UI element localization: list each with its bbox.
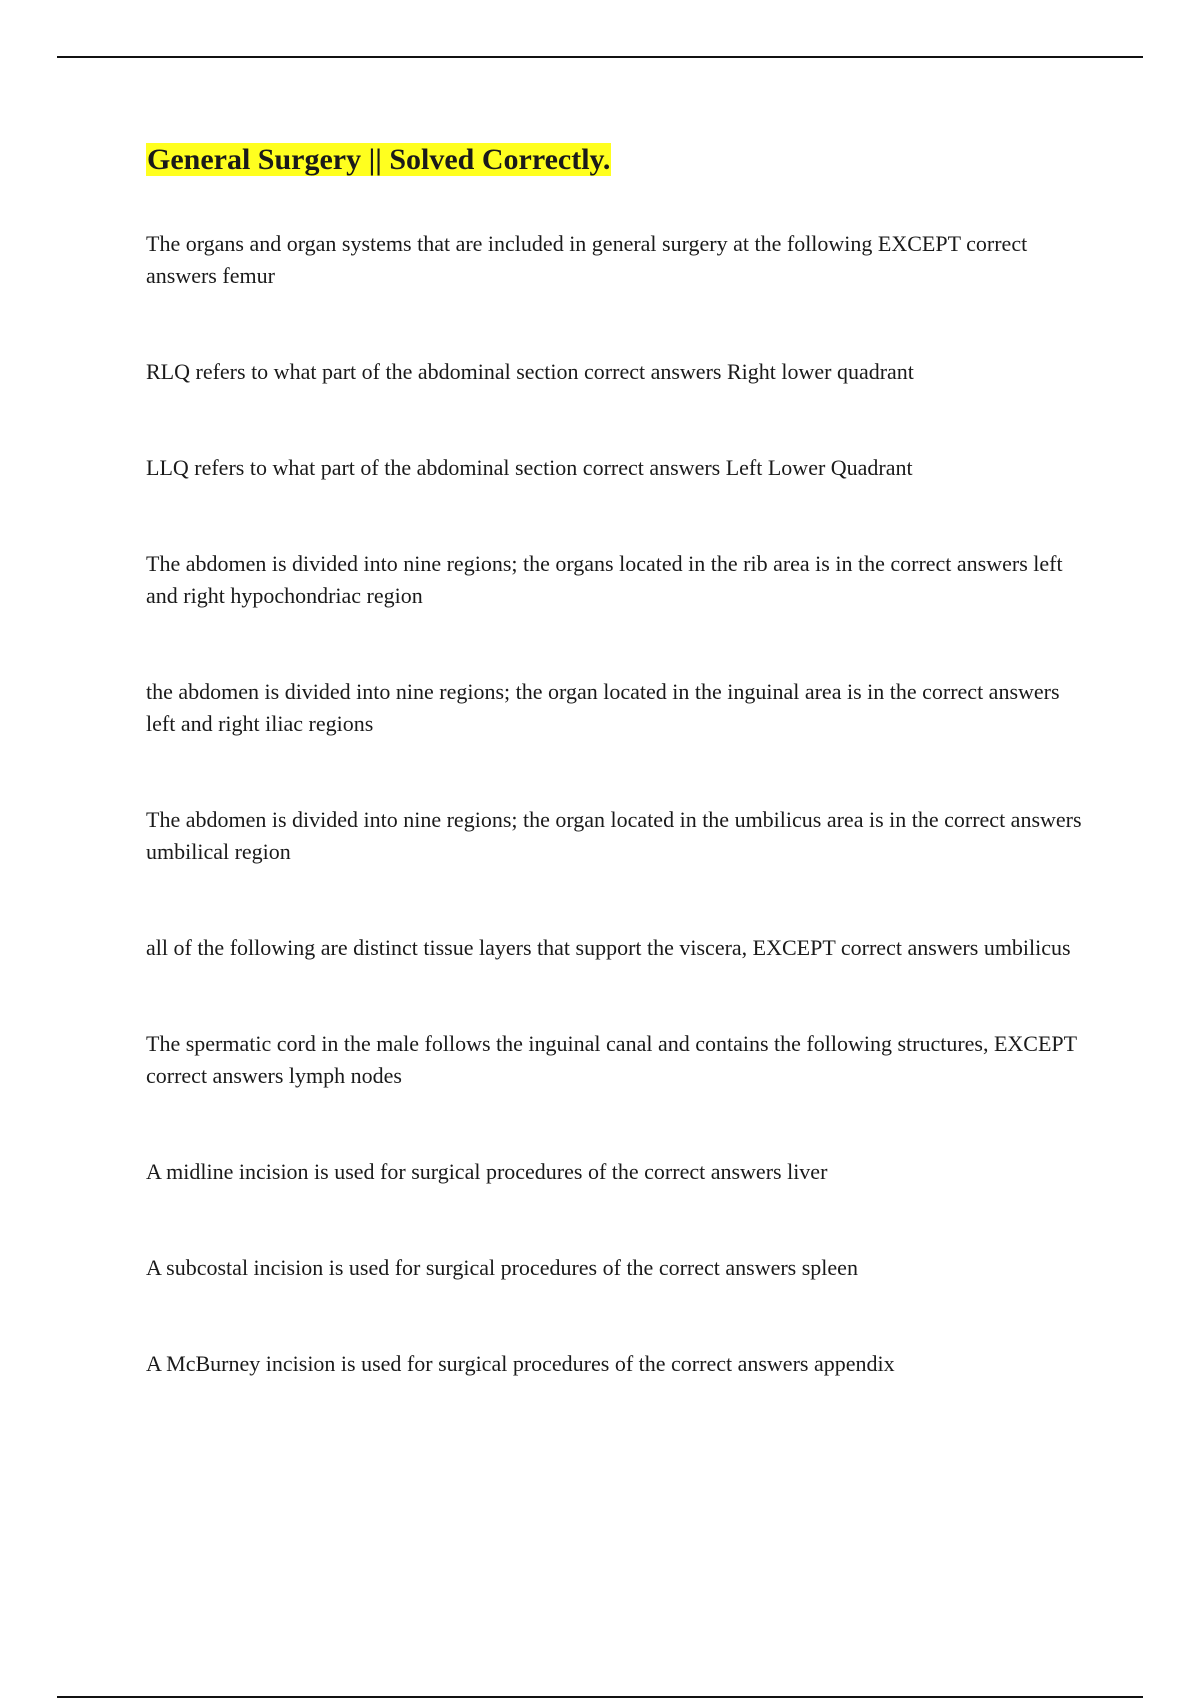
document-title-text: General Surgery || Solved Correctly.: [147, 143, 611, 176]
footer-rule: [57, 1696, 1143, 1698]
qa-item: LLQ refers to what part of the abdominal section correct answers Left Lower Quadrant: [146, 455, 913, 480]
qa-item: RLQ refers to what part of the abdominal section correct answers Right lower quadrant: [146, 359, 914, 384]
header-rule: [57, 56, 1143, 58]
qa-item: The abdomen is divided into nine regions; the organs located in the rib area is in the correct answers left and right hypochondriac region: [146, 551, 1063, 608]
qa-list: [146, 228, 1086, 1380]
document-title: [146, 140, 1086, 180]
qa-item: The spermatic cord in the male follows the inguinal canal and contains the following structures, EXCEPT correct answers lymph nodes: [146, 1031, 1077, 1088]
qa-item: A subcostal incision is used for surgical procedures of the correct answers spleen: [146, 1255, 858, 1280]
qa-item: A midline incision is used for surgical procedures of the correct answers liver: [146, 1159, 828, 1184]
qa-item: The abdomen is divided into nine regions; the organ located in the umbilicus area is in the correct answers umbilical region: [146, 807, 1082, 864]
qa-item: The organs and organ systems that are included in general surgery at the following EXCEPT correct answers femur: [146, 231, 1028, 288]
qa-item: A McBurney incision is used for surgical procedures of the correct answers appendix: [146, 1351, 895, 1376]
qa-item: the abdomen is divided into nine regions; the organ located in the inguinal area is in the correct answers left and right iliac regions: [146, 679, 1060, 736]
document-body: [146, 140, 1086, 1380]
qa-item: all of the following are distinct tissue layers that support the viscera, EXCEPT correct answers umbilicus: [146, 935, 1071, 960]
